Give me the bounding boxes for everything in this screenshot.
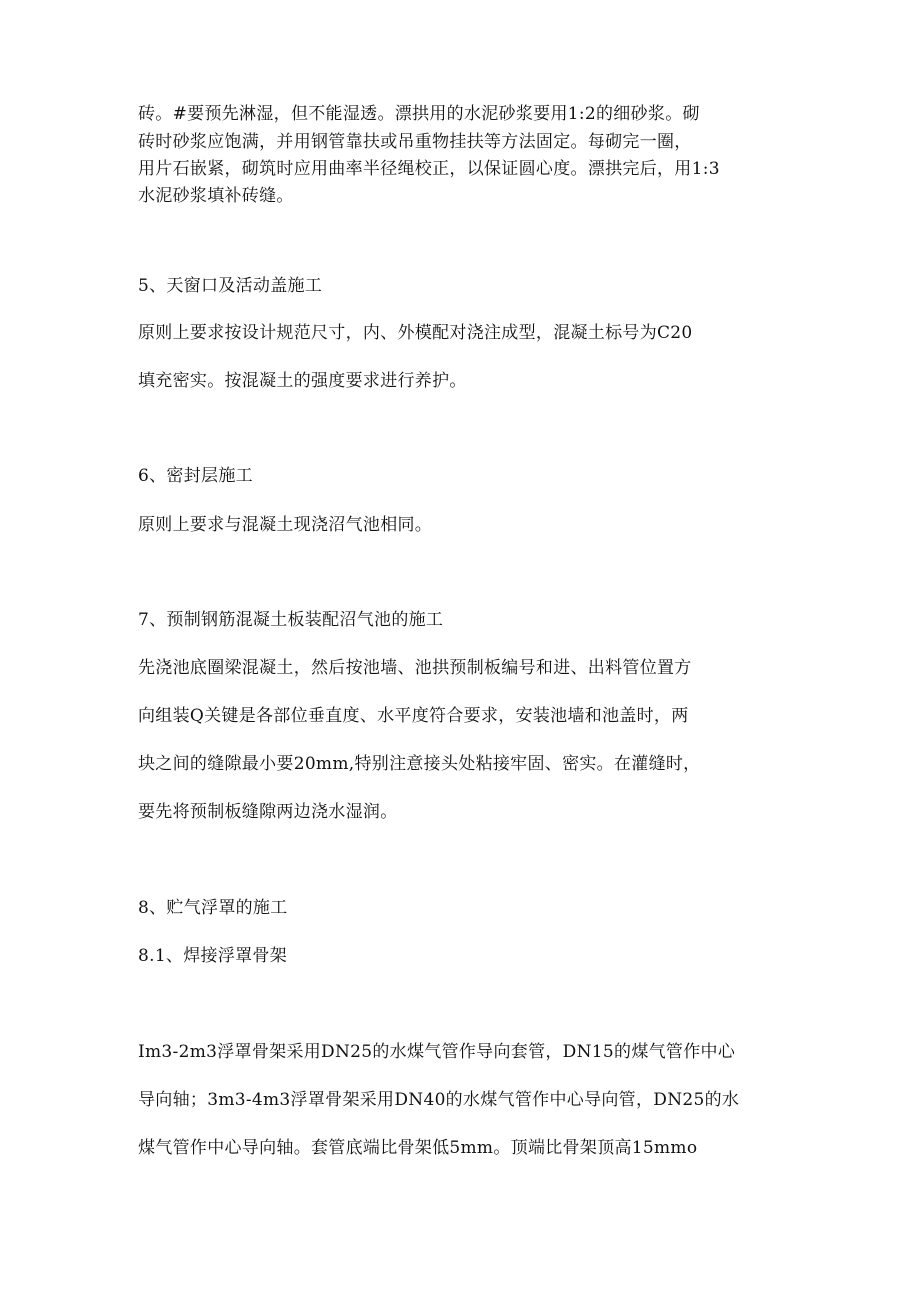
paragraph-line: 填充密实。按混凝土的强度要求进行养护。 bbox=[138, 371, 467, 391]
paragraph-line: 原则上要求与混凝土现浇沼气池相同。 bbox=[138, 515, 433, 535]
paragraph-line: Im3-2m3浮罩骨架采用DN25的水煤气管作导向套管，DN15的煤气管作中心 bbox=[138, 1042, 736, 1062]
section-5-heading: 5、天窗口及活动盖施工 bbox=[138, 276, 323, 296]
paragraph-line: 原则上要求按设计规范尺寸，内、外模配对浇注成型，混凝土标号为C20 bbox=[138, 323, 693, 343]
section-8-heading: 8、贮气浮罩的施工 bbox=[138, 898, 288, 918]
paragraph-line: 先浇池底圈梁混凝土，然后按池墙、池拱预制板编号和进、出料管位置方 bbox=[138, 658, 692, 678]
paragraph-line: 用片石嵌紧，砌筑时应用曲率半径绳校正，以保证圆心度。漂拱完后，用1:3 bbox=[138, 159, 720, 179]
paragraph-line: 向组装Q关键是各部位垂直度、水平度符合要求，安装池墙和池盖时，两 bbox=[138, 706, 689, 726]
paragraph-line: 导向轴；3m3-4m3浮罩骨架采用DN40的水煤气管作中心导向管，DN25的水 bbox=[138, 1090, 740, 1110]
paragraph-line: 煤气管作中心导向轴。套管底端比骨架低5mm。顶端比骨架顶高15mmo bbox=[138, 1138, 698, 1158]
section-7-heading: 7、预制钢筋混凝土板装配沼气池的施工 bbox=[138, 610, 444, 630]
paragraph-line: 水泥砂浆填补砖缝。 bbox=[138, 186, 294, 206]
paragraph-line: 砖时砂浆应饱满，并用钢管靠扶或吊重物挂扶等方法固定。每砌完一圈， bbox=[138, 132, 692, 152]
paragraph-line: 砖。#要预先淋湿，但不能湿透。漂拱用的水泥砂浆要用1:2的细砂浆。砌 bbox=[138, 104, 700, 124]
section-6-heading: 6、密封层施工 bbox=[138, 466, 253, 486]
paragraph-line: 块之间的缝隙最小要20mm,特别注意接头处粘接牢固、密实。在灌缝时， bbox=[138, 754, 701, 774]
section-8-1-subheading: 8.1、焊接浮罩骨架 bbox=[138, 946, 288, 966]
paragraph-line: 要先将预制板缝隙两边浇水湿润。 bbox=[138, 802, 398, 822]
